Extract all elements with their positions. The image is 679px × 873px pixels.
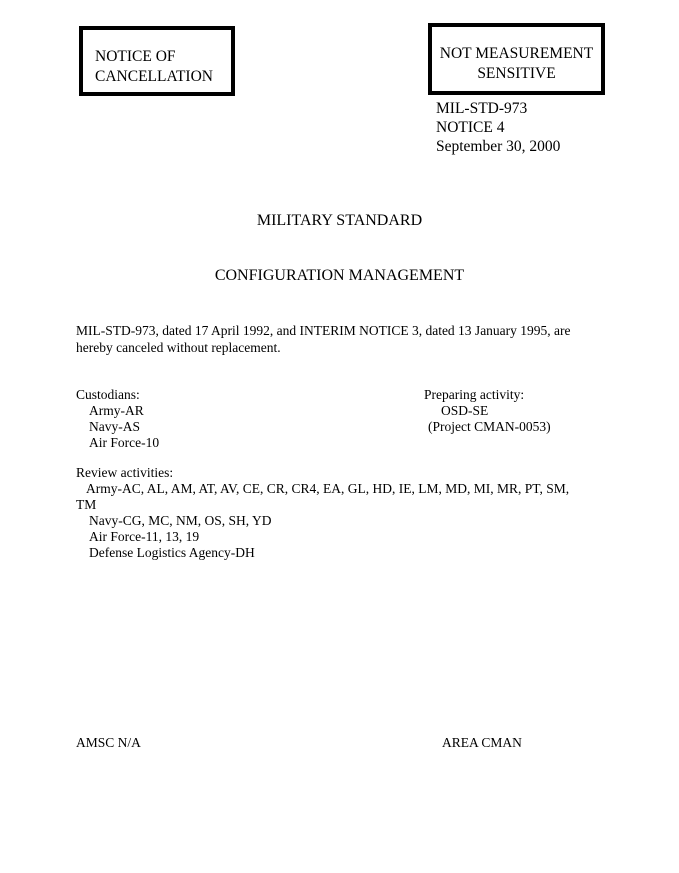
review-army-line1: Army-AC, AL, AM, AT, AV, CE, CR, CR4, EA, GL, HD, IE, LM, MD, MI, MR, PT, SM, xyxy=(86,481,570,496)
review-army-line2: TM xyxy=(76,497,97,512)
notice-box-line1: NOTICE OF xyxy=(95,48,176,65)
review-air-force: Air Force-11, 13, 19 xyxy=(89,529,200,544)
custodians-label: Custodians: xyxy=(76,387,140,402)
preparing-activity-office: OSD-SE xyxy=(441,403,489,418)
custodians-section xyxy=(76,387,159,451)
custodian-item: Army-AR xyxy=(89,403,144,418)
measurement-sensitivity-box xyxy=(428,23,605,95)
preparing-activity-section xyxy=(424,387,551,435)
document-identifier xyxy=(436,99,560,156)
document-title: MILITARY STANDARD xyxy=(256,212,423,229)
document-subtitle: CONFIGURATION MANAGEMENT xyxy=(214,267,465,284)
cancellation-statement xyxy=(76,322,586,356)
notice-date: September 30, 2000 xyxy=(436,138,561,155)
review-activities-section xyxy=(76,465,569,561)
cancellation-line1: MIL-STD-973, dated 17 April 1992, and INTERIM NOTICE 3, dated 13 January 1995, are xyxy=(76,323,571,338)
review-navy: Navy-CG, MC, NM, OS, SH, YD xyxy=(89,513,272,528)
sensitivity-box-line1: NOT MEASUREMENT xyxy=(439,45,594,62)
amsc-code: AMSC N/A xyxy=(76,735,141,750)
preparing-activity-project: (Project CMAN-0053) xyxy=(428,419,551,434)
cancellation-line2: hereby canceled without replacement. xyxy=(76,340,281,355)
notice-number: NOTICE 4 xyxy=(436,119,505,136)
sensitivity-box-line2: SENSITIVE xyxy=(477,65,556,82)
custodian-item: Air Force-10 xyxy=(89,435,160,450)
review-dla: Defense Logistics Agency-DH xyxy=(89,545,255,560)
custodian-item: Navy-AS xyxy=(89,419,140,434)
notice-box-line2: CANCELLATION xyxy=(95,68,213,85)
notice-of-cancellation-box xyxy=(79,26,235,96)
document-number: MIL-STD-973 xyxy=(436,100,528,117)
area-code: AREA CMAN xyxy=(442,735,522,750)
preparing-activity-label: Preparing activity: xyxy=(424,387,525,402)
review-activities-label: Review activities: xyxy=(76,465,174,480)
